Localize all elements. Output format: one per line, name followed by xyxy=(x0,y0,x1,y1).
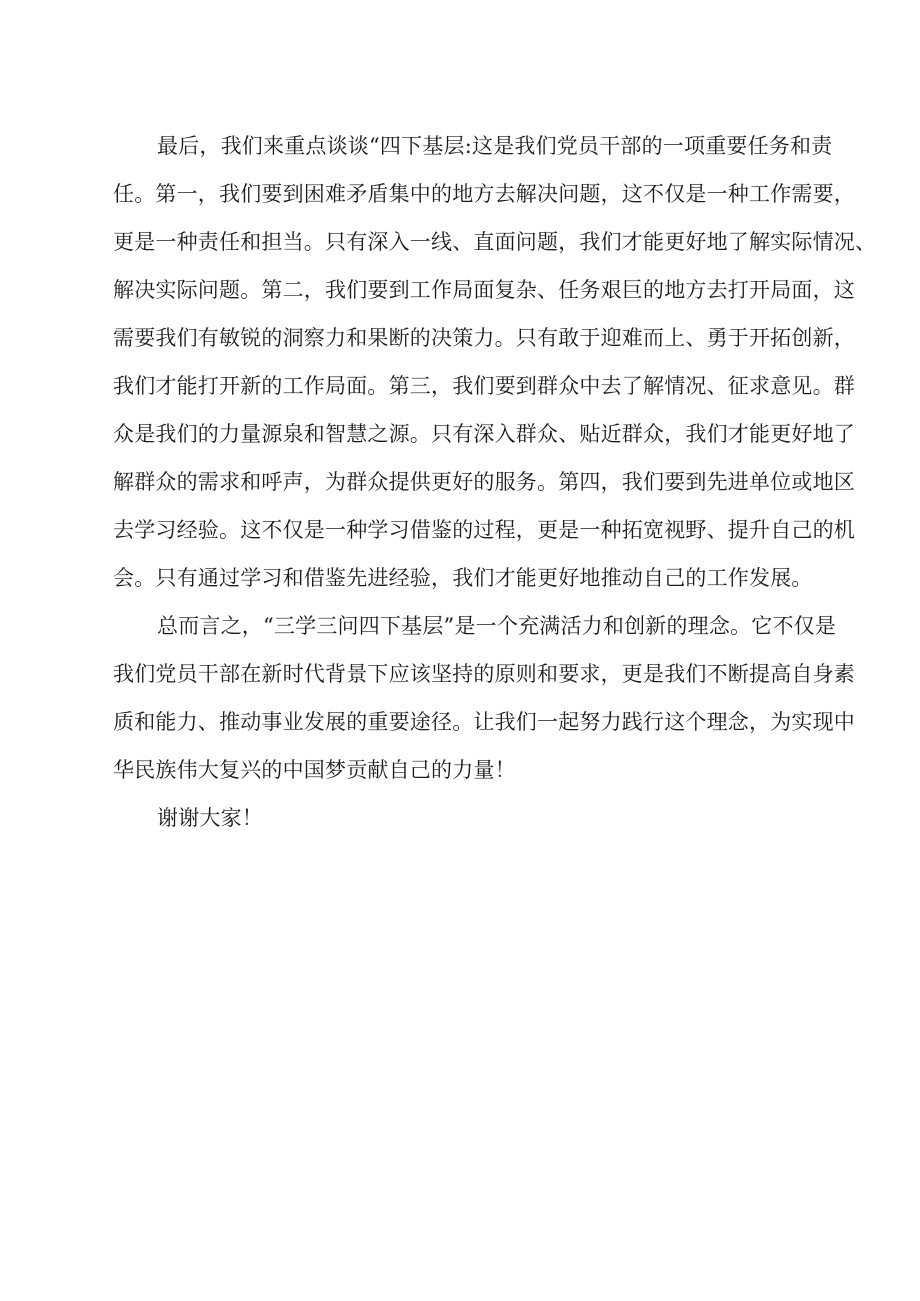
paragraph-1-line-8: 解群众的需求和呼声，为群众提供更好的服务。第四，我们要到先进单位或地区 xyxy=(113,470,855,494)
paragraph-1-line-6: 我们才能打开新的工作局面。第三，我们要到群众中去了解情况、征求意见。群 xyxy=(113,374,855,398)
paragraph-1-line-2: 任。第一，我们要到困难矛盾集中的地方去解决问题，这不仅是一种工作需要， xyxy=(113,182,855,206)
paragraph-1-line-4: 解决实际问题。第二，我们要到工作局面复杂、任务艰巨的地方去打开局面，这 xyxy=(113,278,855,302)
paragraph-1-line-1: 最后，我们来重点谈谈“四下基层:这是我们党员干部的一项重要任务和责 xyxy=(157,134,833,158)
paragraph-2-line-4: 华民族伟大复兴的中国梦贡献自己的力量！ xyxy=(113,758,516,782)
paragraph-2-line-1: 总而言之，“三学三问四下基层”是一个充满活力和创新的理念。它不仅是 xyxy=(157,614,837,638)
paragraph-1-line-5: 需要我们有敏锐的洞察力和果断的决策力。只有敢于迎难而上、勇于开拓创新， xyxy=(113,326,855,350)
paragraph-1-line-7: 众是我们的力量源泉和智慧之源。只有深入群众、贴近群众，我们才能更好地了 xyxy=(113,422,855,446)
paragraph-1-line-3: 更是一种责任和担当。只有深入一线、直面问题，我们才能更好地了解实际情况、 xyxy=(113,230,877,254)
paragraph-1-line-10: 会。只有通过学习和借鉴先进经验，我们才能更好地推动自己的工作发展。 xyxy=(113,566,813,590)
paragraph-1-line-9: 去学习经验。这不仅是一种学习借鉴的过程，更是一种拓宽视野、提升自己的机 xyxy=(113,518,855,542)
paragraph-2-line-3: 质和能力、推动事业发展的重要途径。让我们一起努力践行这个理念，为实现中 xyxy=(113,710,855,734)
closing-line: 谢谢大家！ xyxy=(157,806,263,830)
paragraph-2-line-2: 我们党员干部在新时代背景下应该坚持的原则和要求，更是我们不断提高自身素 xyxy=(113,662,855,686)
